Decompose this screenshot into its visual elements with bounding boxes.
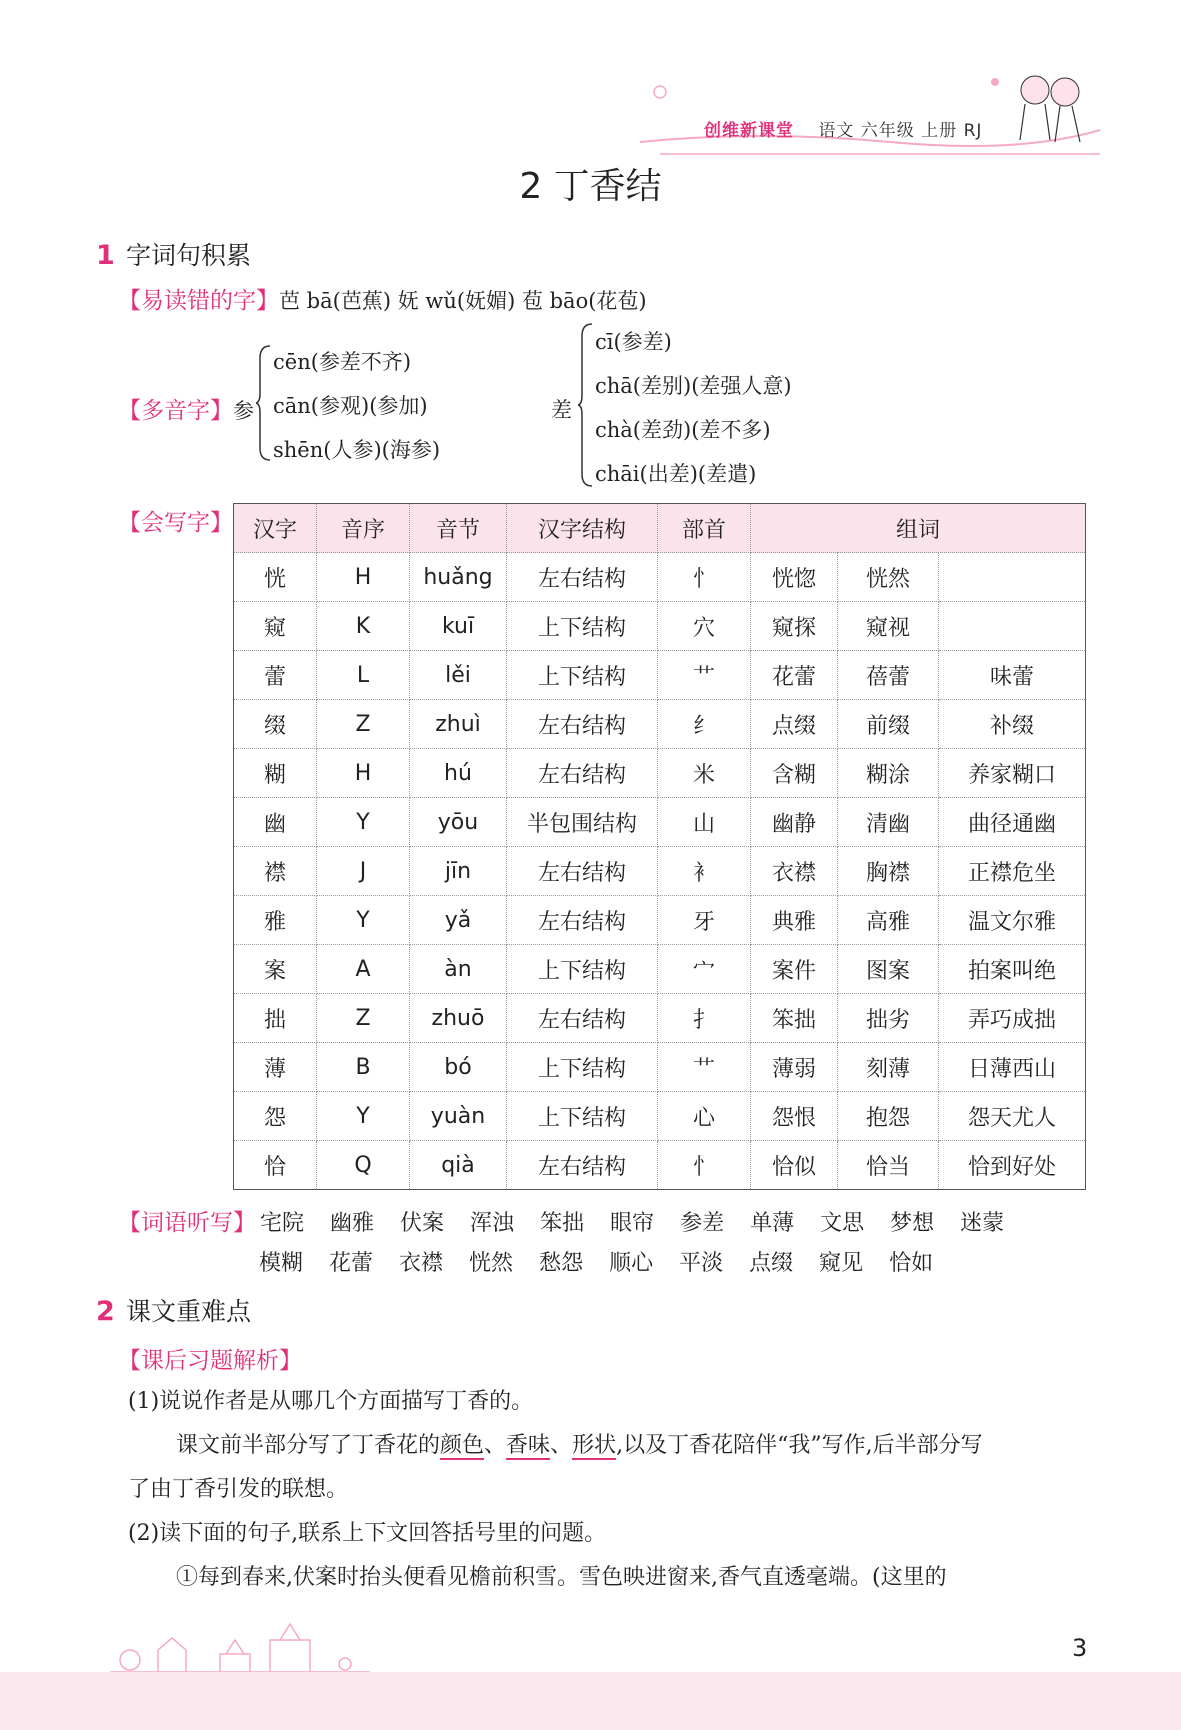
answer-1-line-2: 了由丁香引发的联想。 xyxy=(128,1477,349,1502)
hanzi-cell: 窥 xyxy=(234,602,317,651)
structure-cell: 上下结构 xyxy=(507,1043,658,1092)
col-header: 音节 xyxy=(410,504,507,553)
keyword-color: 颜色 xyxy=(440,1433,485,1458)
structure-cell: 上下结构 xyxy=(507,602,658,651)
letter-cell: Y xyxy=(317,896,410,945)
dictation-word: 平淡 xyxy=(679,1251,724,1276)
hanzi-cell: 案 xyxy=(234,945,317,994)
table-row xyxy=(234,553,1086,602)
pinyin-cell: jīn xyxy=(410,847,507,896)
header-decoration xyxy=(640,70,1100,160)
radical-cell: 米 xyxy=(658,749,751,798)
polyphone-2-row: cī(参差) xyxy=(595,330,672,354)
pinyin-cell: yǎ xyxy=(410,896,507,945)
hanzi-cell: 薄 xyxy=(234,1043,317,1092)
col-header: 汉字结构 xyxy=(507,504,658,553)
misread-label: 【易读错的字】 xyxy=(118,288,279,314)
table-row xyxy=(234,651,1086,700)
word-cell: 养家糊口 xyxy=(939,749,1086,798)
table-row xyxy=(234,798,1086,847)
polyphone-2-row: chà(差劲)(差不多) xyxy=(595,418,771,442)
letter-cell: Y xyxy=(317,1092,410,1141)
col-header: 音序 xyxy=(317,504,410,553)
letter-cell: B xyxy=(317,1043,410,1092)
letter-cell: H xyxy=(317,749,410,798)
col-header: 部首 xyxy=(658,504,751,553)
table-row xyxy=(234,896,1086,945)
writing-table xyxy=(233,503,1086,1190)
letter-cell: Q xyxy=(317,1141,410,1190)
dictation-word: 愁怨 xyxy=(539,1251,584,1276)
page-number: 3 xyxy=(1072,1634,1088,1662)
word-cell: 窥视 xyxy=(838,602,939,651)
dictation-word: 花蕾 xyxy=(329,1251,374,1276)
table-row xyxy=(234,602,1086,651)
hanzi-cell: 幽 xyxy=(234,798,317,847)
pinyin-cell: huǎng xyxy=(410,553,507,602)
letter-cell: H xyxy=(317,553,410,602)
word-cell: 恰似 xyxy=(751,1141,838,1190)
footer-band xyxy=(0,1672,1181,1730)
letter-cell: K xyxy=(317,602,410,651)
dictation-word: 衣襟 xyxy=(399,1251,444,1276)
pinyin-cell: hú xyxy=(410,749,507,798)
brace-2 xyxy=(578,322,594,488)
word-cell: 笨拙 xyxy=(751,994,838,1043)
hanzi-cell: 蕾 xyxy=(234,651,317,700)
word-cell: 清幽 xyxy=(838,798,939,847)
word-cell: 胸襟 xyxy=(838,847,939,896)
polyphone-char-1: 参 xyxy=(233,399,254,423)
table-row xyxy=(234,847,1086,896)
word-cell: 幽静 xyxy=(751,798,838,847)
table-row xyxy=(234,994,1086,1043)
pinyin-cell: zhuō xyxy=(410,994,507,1043)
dictation-word: 恍然 xyxy=(469,1251,514,1276)
structure-cell: 左右结构 xyxy=(507,749,658,798)
hanzi-cell: 拙 xyxy=(234,994,317,1043)
radical-cell: 宀 xyxy=(658,945,751,994)
keyword-scent: 香味 xyxy=(506,1433,551,1458)
radical-cell: 山 xyxy=(658,798,751,847)
structure-cell: 左右结构 xyxy=(507,553,658,602)
polyphone-1-row: cēn(参差不齐) xyxy=(273,350,412,374)
dictation-word: 单薄 xyxy=(750,1211,795,1236)
dictation-word: 点缀 xyxy=(749,1251,794,1276)
radical-cell: 艹 xyxy=(658,651,751,700)
word-cell: 拙劣 xyxy=(838,994,939,1043)
word-cell: 恍然 xyxy=(838,553,939,602)
keyword-shape: 形状 xyxy=(572,1433,617,1458)
word-cell: 味蕾 xyxy=(939,651,1086,700)
word-cell: 图案 xyxy=(838,945,939,994)
dictation-word: 恰如 xyxy=(889,1251,934,1276)
writing-label: 【会写字】 xyxy=(118,510,233,536)
word-cell: 糊涂 xyxy=(838,749,939,798)
brace-1 xyxy=(256,344,272,462)
dictation-word: 文思 xyxy=(820,1211,865,1236)
section-1-heading xyxy=(96,236,251,272)
radical-cell: 艹 xyxy=(658,1043,751,1092)
hanzi-cell: 襟 xyxy=(234,847,317,896)
word-cell: 恰到好处 xyxy=(939,1141,1086,1190)
pinyin-cell: àn xyxy=(410,945,507,994)
polyphone-label-line xyxy=(118,392,254,425)
pinyin-cell: yōu xyxy=(410,798,507,847)
radical-cell: 忄 xyxy=(658,553,751,602)
word-cell: 前缀 xyxy=(838,700,939,749)
section-2-label: 课文重难点 xyxy=(126,1297,252,1326)
dictation-word: 浑浊 xyxy=(470,1211,515,1236)
col-header: 汉字 xyxy=(234,504,317,553)
table-row xyxy=(234,1092,1086,1141)
question-1: (1)说说作者是从哪几个方面描写丁香的。 xyxy=(128,1389,534,1414)
word-cell: 高雅 xyxy=(838,896,939,945)
dictation-line-2 xyxy=(259,1246,985,1277)
word-cell: 日薄西山 xyxy=(939,1043,1086,1092)
word-cell: 案件 xyxy=(751,945,838,994)
letter-cell: L xyxy=(317,651,410,700)
answer-1-line-1: 课文前半部分写了丁香花的颜色、香味、形状,以及丁香花陪伴“我”写作,后半部分写 xyxy=(176,1433,983,1458)
question-2-item-1: ①每到春来,伏案时抬头便看见檐前积雪。雪色映进窗来,香气直透毫端。(这里的 xyxy=(176,1565,947,1590)
structure-cell: 上下结构 xyxy=(507,1092,658,1141)
polyphone-char-2: 差 xyxy=(551,398,572,422)
word-cell: 衣襟 xyxy=(751,847,838,896)
word-cell xyxy=(939,553,1086,602)
pinyin-cell: yuàn xyxy=(410,1092,507,1141)
structure-cell: 左右结构 xyxy=(507,994,658,1043)
radical-cell: 牙 xyxy=(658,896,751,945)
section-1-label: 字词句积累 xyxy=(126,241,252,270)
radical-cell: 扌 xyxy=(658,994,751,1043)
dictation-word: 窥见 xyxy=(819,1251,864,1276)
dictation-word: 模糊 xyxy=(259,1251,304,1276)
dictation-word: 顺心 xyxy=(609,1251,654,1276)
hanzi-cell: 雅 xyxy=(234,896,317,945)
letter-cell: A xyxy=(317,945,410,994)
dictation-word: 幽雅 xyxy=(330,1211,375,1236)
word-cell xyxy=(939,602,1086,651)
table-row xyxy=(234,1043,1086,1092)
letter-cell: Z xyxy=(317,994,410,1043)
section-2-number: 2 xyxy=(96,1296,115,1327)
word-cell: 恰当 xyxy=(838,1141,939,1190)
structure-cell: 上下结构 xyxy=(507,945,658,994)
pinyin-cell: zhuì xyxy=(410,700,507,749)
header-info: 语文 六年级 上册 RJ xyxy=(818,121,983,141)
word-cell: 刻薄 xyxy=(838,1043,939,1092)
footer-decoration xyxy=(110,1620,370,1680)
radical-cell: 纟 xyxy=(658,700,751,749)
word-cell: 温文尔雅 xyxy=(939,896,1086,945)
word-cell: 补缀 xyxy=(939,700,1086,749)
exercise-label: 【课后习题解析】 xyxy=(118,1348,302,1374)
dictation-word: 参差 xyxy=(680,1211,725,1236)
dictation-word: 笨拙 xyxy=(540,1211,585,1236)
hanzi-cell: 糊 xyxy=(234,749,317,798)
misread-line xyxy=(118,282,647,315)
structure-cell: 左右结构 xyxy=(507,700,658,749)
structure-cell: 上下结构 xyxy=(507,651,658,700)
hanzi-cell: 恰 xyxy=(234,1141,317,1190)
word-cell: 怨天尤人 xyxy=(939,1092,1086,1141)
dictation-word: 梦想 xyxy=(890,1211,935,1236)
structure-cell: 左右结构 xyxy=(507,896,658,945)
polyphone-label: 【多音字】 xyxy=(118,398,233,424)
col-header: 组词 xyxy=(751,504,1086,553)
pinyin-cell: bó xyxy=(410,1043,507,1092)
table-row xyxy=(234,700,1086,749)
word-cell: 蓓蕾 xyxy=(838,651,939,700)
hanzi-cell: 怨 xyxy=(234,1092,317,1141)
structure-cell: 左右结构 xyxy=(507,847,658,896)
letter-cell: Z xyxy=(317,700,410,749)
table-row xyxy=(234,1141,1086,1190)
word-cell: 含糊 xyxy=(751,749,838,798)
dictation-word: 宅院 xyxy=(260,1211,305,1236)
pinyin-cell: kuī xyxy=(410,602,507,651)
question-2: (2)读下面的句子,联系上下文回答括号里的问题。 xyxy=(128,1521,607,1546)
word-cell: 点缀 xyxy=(751,700,838,749)
table-row xyxy=(234,749,1086,798)
radical-cell: 忄 xyxy=(658,1141,751,1190)
table-header-row xyxy=(234,504,1086,553)
letter-cell: J xyxy=(317,847,410,896)
word-cell: 典雅 xyxy=(751,896,838,945)
section-2-heading xyxy=(96,1292,251,1328)
hanzi-cell: 缀 xyxy=(234,700,317,749)
word-cell: 弄巧成拙 xyxy=(939,994,1086,1043)
dictation-line-1 xyxy=(118,1204,1056,1237)
radical-cell: 衤 xyxy=(658,847,751,896)
dictation-label: 【词语听写】 xyxy=(118,1210,256,1236)
letter-cell: Y xyxy=(317,798,410,847)
header-brand: 创维新课堂 xyxy=(704,121,794,141)
word-cell: 抱怨 xyxy=(838,1092,939,1141)
section-1-number: 1 xyxy=(96,240,115,271)
structure-cell: 半包围结构 xyxy=(507,798,658,847)
pinyin-cell: qià xyxy=(410,1141,507,1190)
word-cell: 怨恨 xyxy=(751,1092,838,1141)
word-cell: 恍惚 xyxy=(751,553,838,602)
radical-cell: 穴 xyxy=(658,602,751,651)
dictation-word: 眼帘 xyxy=(610,1211,655,1236)
misread-text: 芭 bā(芭蕉) 妩 wǔ(妩媚) 苞 bāo(花苞) xyxy=(279,289,647,313)
structure-cell: 左右结构 xyxy=(507,1141,658,1190)
hanzi-cell: 恍 xyxy=(234,553,317,602)
polyphone-2-row: chā(差别)(差强人意) xyxy=(595,374,792,398)
word-cell: 花蕾 xyxy=(751,651,838,700)
lesson-title: 2 丁香结 xyxy=(519,166,662,207)
polyphone-1-row: cān(参观)(参加) xyxy=(273,394,428,418)
radical-cell: 心 xyxy=(658,1092,751,1141)
table-row xyxy=(234,945,1086,994)
pinyin-cell: lěi xyxy=(410,651,507,700)
word-cell: 曲径通幽 xyxy=(939,798,1086,847)
word-cell: 薄弱 xyxy=(751,1043,838,1092)
word-cell: 拍案叫绝 xyxy=(939,945,1086,994)
word-cell: 窥探 xyxy=(751,602,838,651)
polyphone-1-row: shēn(人参)(海参) xyxy=(273,438,441,462)
polyphone-2-row: chāi(出差)(差遣) xyxy=(595,462,757,486)
word-cell: 正襟危坐 xyxy=(939,847,1086,896)
header-text xyxy=(704,116,982,141)
dictation-word: 迷蒙 xyxy=(960,1211,1005,1236)
dictation-word: 伏案 xyxy=(400,1211,445,1236)
